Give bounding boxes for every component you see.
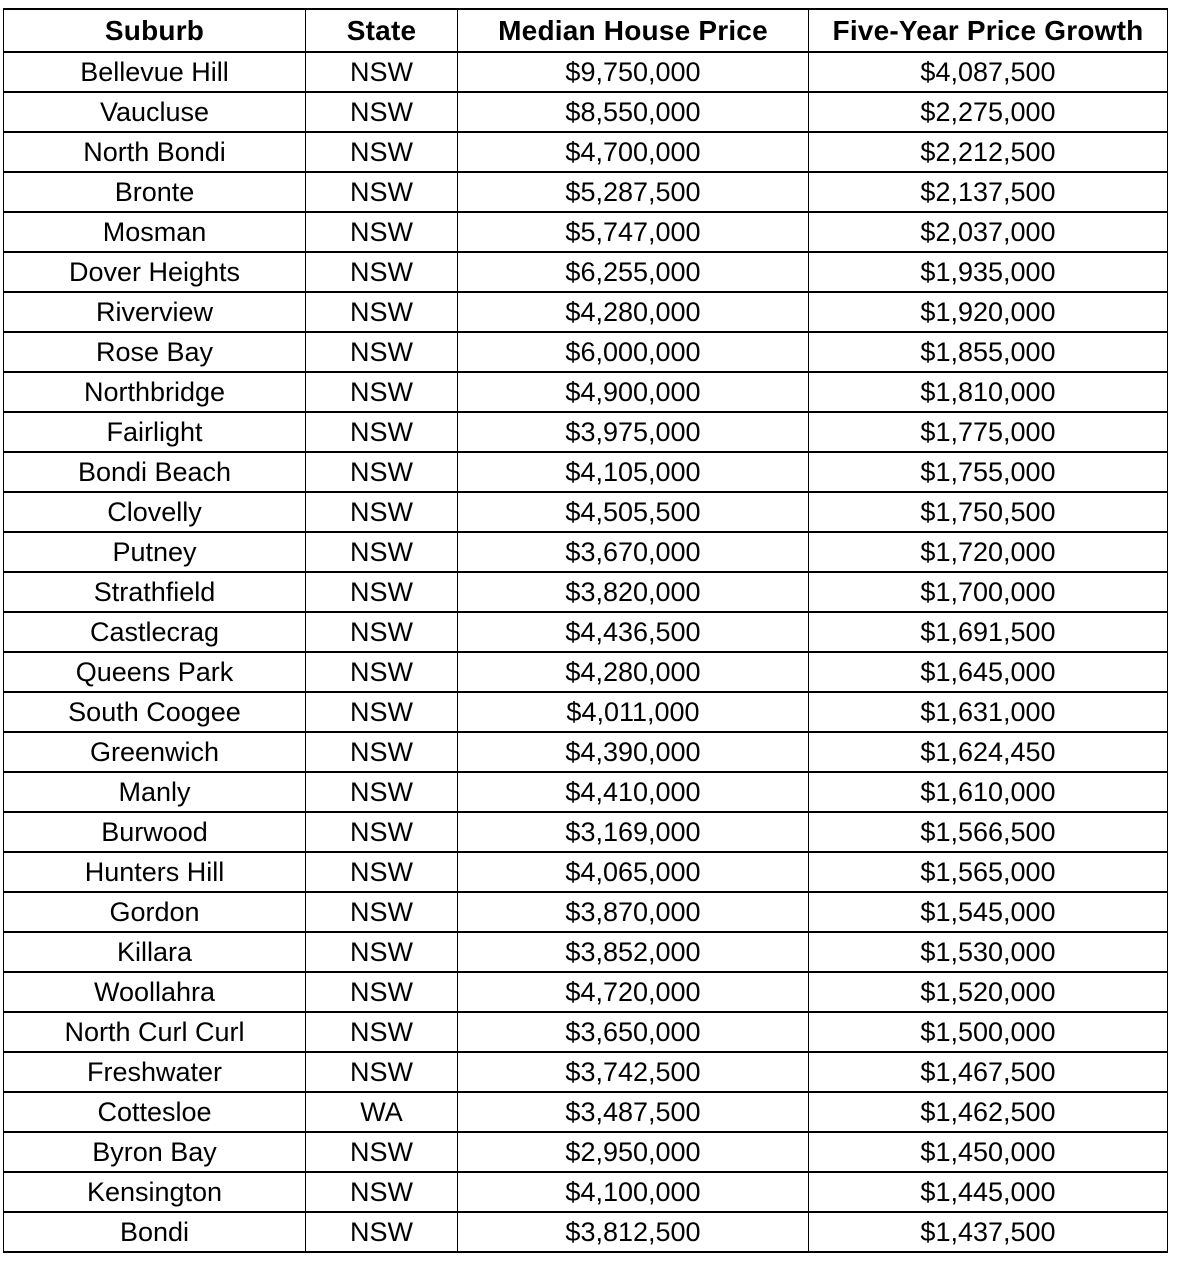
median-price-cell: $6,255,000 — [458, 252, 809, 292]
table-row — [4, 372, 1168, 412]
median-price-cell: $8,550,000 — [458, 92, 809, 132]
state-cell: NSW — [306, 212, 458, 252]
growth-cell: $1,565,000 — [809, 852, 1168, 892]
header-row — [4, 9, 1168, 52]
state-cell: NSW — [306, 532, 458, 572]
state-cell: NSW — [306, 1172, 458, 1212]
state-cell: NSW — [306, 972, 458, 1012]
table-row — [4, 452, 1168, 492]
growth-cell: $1,750,500 — [809, 492, 1168, 532]
state-cell: NSW — [306, 852, 458, 892]
state-cell: NSW — [306, 772, 458, 812]
median-price-cell: $4,100,000 — [458, 1172, 809, 1212]
table-row — [4, 572, 1168, 612]
state-cell: WA — [306, 1092, 458, 1132]
state-cell: NSW — [306, 332, 458, 372]
suburb-cell: Byron Bay — [4, 1132, 306, 1172]
table-row — [4, 812, 1168, 852]
table-row — [4, 252, 1168, 292]
growth-cell: $2,037,000 — [809, 212, 1168, 252]
median-price-cell: $4,105,000 — [458, 452, 809, 492]
growth-cell: $1,445,000 — [809, 1172, 1168, 1212]
state-cell: NSW — [306, 1052, 458, 1092]
median-price-cell: $3,852,000 — [458, 932, 809, 972]
growth-cell: $1,566,500 — [809, 812, 1168, 852]
suburb-cell: Queens Park — [4, 652, 306, 692]
state-cell: NSW — [306, 132, 458, 172]
suburb-cell: Dover Heights — [4, 252, 306, 292]
growth-cell: $1,530,000 — [809, 932, 1168, 972]
growth-cell: $1,691,500 — [809, 612, 1168, 652]
growth-cell: $1,775,000 — [809, 412, 1168, 452]
table-row — [4, 732, 1168, 772]
state-cell: NSW — [306, 252, 458, 292]
growth-cell: $2,275,000 — [809, 92, 1168, 132]
state-cell: NSW — [306, 172, 458, 212]
table-body — [4, 52, 1168, 1252]
median-price-cell: $4,280,000 — [458, 292, 809, 332]
table-row — [4, 332, 1168, 372]
table-row — [4, 612, 1168, 652]
table-row — [4, 1132, 1168, 1172]
table-row — [4, 1012, 1168, 1052]
state-cell: NSW — [306, 292, 458, 332]
state-cell: NSW — [306, 412, 458, 452]
state-cell: NSW — [306, 372, 458, 412]
table-row — [4, 892, 1168, 932]
table-row — [4, 492, 1168, 532]
column-header-suburb: Suburb — [4, 9, 306, 52]
suburb-cell: Greenwich — [4, 732, 306, 772]
suburb-price-table — [3, 8, 1168, 1253]
median-price-cell: $3,487,500 — [458, 1092, 809, 1132]
table-row — [4, 212, 1168, 252]
median-price-cell: $4,720,000 — [458, 972, 809, 1012]
suburb-cell: Clovelly — [4, 492, 306, 532]
median-price-cell: $3,169,000 — [458, 812, 809, 852]
state-cell: NSW — [306, 652, 458, 692]
median-price-cell: $9,750,000 — [458, 52, 809, 92]
growth-cell: $1,935,000 — [809, 252, 1168, 292]
growth-cell: $1,462,500 — [809, 1092, 1168, 1132]
median-price-cell: $2,950,000 — [458, 1132, 809, 1172]
growth-cell: $2,137,500 — [809, 172, 1168, 212]
table-row — [4, 132, 1168, 172]
suburb-cell: Bellevue Hill — [4, 52, 306, 92]
state-cell: NSW — [306, 52, 458, 92]
suburb-cell: Gordon — [4, 892, 306, 932]
state-cell: NSW — [306, 1132, 458, 1172]
suburb-cell: Bondi — [4, 1212, 306, 1252]
suburb-cell: Hunters Hill — [4, 852, 306, 892]
median-price-cell: $3,742,500 — [458, 1052, 809, 1092]
growth-cell: $1,610,000 — [809, 772, 1168, 812]
suburb-cell: Woollahra — [4, 972, 306, 1012]
growth-cell: $1,920,000 — [809, 292, 1168, 332]
median-price-cell: $5,287,500 — [458, 172, 809, 212]
state-cell: NSW — [306, 572, 458, 612]
growth-cell: $1,624,450 — [809, 732, 1168, 772]
table-row — [4, 92, 1168, 132]
table-row — [4, 692, 1168, 732]
growth-cell: $4,087,500 — [809, 52, 1168, 92]
median-price-cell: $3,820,000 — [458, 572, 809, 612]
growth-cell: $1,631,000 — [809, 692, 1168, 732]
median-price-cell: $4,700,000 — [458, 132, 809, 172]
table-row — [4, 1092, 1168, 1132]
suburb-cell: Burwood — [4, 812, 306, 852]
column-header-five-year-price-growth: Five-Year Price Growth — [809, 9, 1168, 52]
table-row — [4, 52, 1168, 92]
growth-cell: $1,700,000 — [809, 572, 1168, 612]
state-cell: NSW — [306, 732, 458, 772]
growth-cell: $1,450,000 — [809, 1132, 1168, 1172]
median-price-cell: $4,390,000 — [458, 732, 809, 772]
table-row — [4, 292, 1168, 332]
growth-cell: $1,755,000 — [809, 452, 1168, 492]
suburb-cell: Freshwater — [4, 1052, 306, 1092]
growth-cell: $1,500,000 — [809, 1012, 1168, 1052]
table-row — [4, 852, 1168, 892]
suburb-cell: Putney — [4, 532, 306, 572]
state-cell: NSW — [306, 932, 458, 972]
suburb-cell: Castlecrag — [4, 612, 306, 652]
state-cell: NSW — [306, 492, 458, 532]
median-price-cell: $3,670,000 — [458, 532, 809, 572]
suburb-cell: North Bondi — [4, 132, 306, 172]
median-price-cell: $5,747,000 — [458, 212, 809, 252]
column-header-state: State — [306, 9, 458, 52]
suburb-cell: Rose Bay — [4, 332, 306, 372]
table-row — [4, 1052, 1168, 1092]
median-price-cell: $4,410,000 — [458, 772, 809, 812]
table-row — [4, 972, 1168, 1012]
suburb-cell: Fairlight — [4, 412, 306, 452]
column-header-median-house-price: Median House Price — [458, 9, 809, 52]
state-cell: NSW — [306, 1012, 458, 1052]
suburb-cell: Riverview — [4, 292, 306, 332]
median-price-cell: $6,000,000 — [458, 332, 809, 372]
suburb-cell: Bondi Beach — [4, 452, 306, 492]
suburb-cell: North Curl Curl — [4, 1012, 306, 1052]
growth-cell: $1,467,500 — [809, 1052, 1168, 1092]
growth-cell: $1,855,000 — [809, 332, 1168, 372]
table-row — [4, 932, 1168, 972]
state-cell: NSW — [306, 1212, 458, 1252]
state-cell: NSW — [306, 92, 458, 132]
growth-cell: $1,720,000 — [809, 532, 1168, 572]
suburb-cell: Killara — [4, 932, 306, 972]
table-row — [4, 1212, 1168, 1252]
table-row — [4, 412, 1168, 452]
table-row — [4, 532, 1168, 572]
state-cell: NSW — [306, 612, 458, 652]
median-price-cell: $4,011,000 — [458, 692, 809, 732]
median-price-cell: $3,650,000 — [458, 1012, 809, 1052]
growth-cell: $1,437,500 — [809, 1212, 1168, 1252]
suburb-cell: Bronte — [4, 172, 306, 212]
table-row — [4, 652, 1168, 692]
growth-cell: $1,810,000 — [809, 372, 1168, 412]
suburb-cell: Vaucluse — [4, 92, 306, 132]
median-price-cell: $4,436,500 — [458, 612, 809, 652]
suburb-cell: Mosman — [4, 212, 306, 252]
state-cell: NSW — [306, 812, 458, 852]
median-price-cell: $3,812,500 — [458, 1212, 809, 1252]
median-price-cell: $4,900,000 — [458, 372, 809, 412]
median-price-cell: $4,280,000 — [458, 652, 809, 692]
growth-cell: $1,545,000 — [809, 892, 1168, 932]
median-price-cell: $3,870,000 — [458, 892, 809, 932]
median-price-cell: $4,065,000 — [458, 852, 809, 892]
suburb-cell: Kensington — [4, 1172, 306, 1212]
suburb-cell: South Coogee — [4, 692, 306, 732]
growth-cell: $1,520,000 — [809, 972, 1168, 1012]
suburb-cell: Manly — [4, 772, 306, 812]
suburb-cell: Cottesloe — [4, 1092, 306, 1132]
median-price-cell: $4,505,500 — [458, 492, 809, 532]
growth-cell: $1,645,000 — [809, 652, 1168, 692]
suburb-cell: Northbridge — [4, 372, 306, 412]
table-row — [4, 172, 1168, 212]
state-cell: NSW — [306, 892, 458, 932]
state-cell: NSW — [306, 692, 458, 732]
median-price-cell: $3,975,000 — [458, 412, 809, 452]
table-row — [4, 1172, 1168, 1212]
state-cell: NSW — [306, 452, 458, 492]
suburb-cell: Strathfield — [4, 572, 306, 612]
table-row — [4, 772, 1168, 812]
growth-cell: $2,212,500 — [809, 132, 1168, 172]
